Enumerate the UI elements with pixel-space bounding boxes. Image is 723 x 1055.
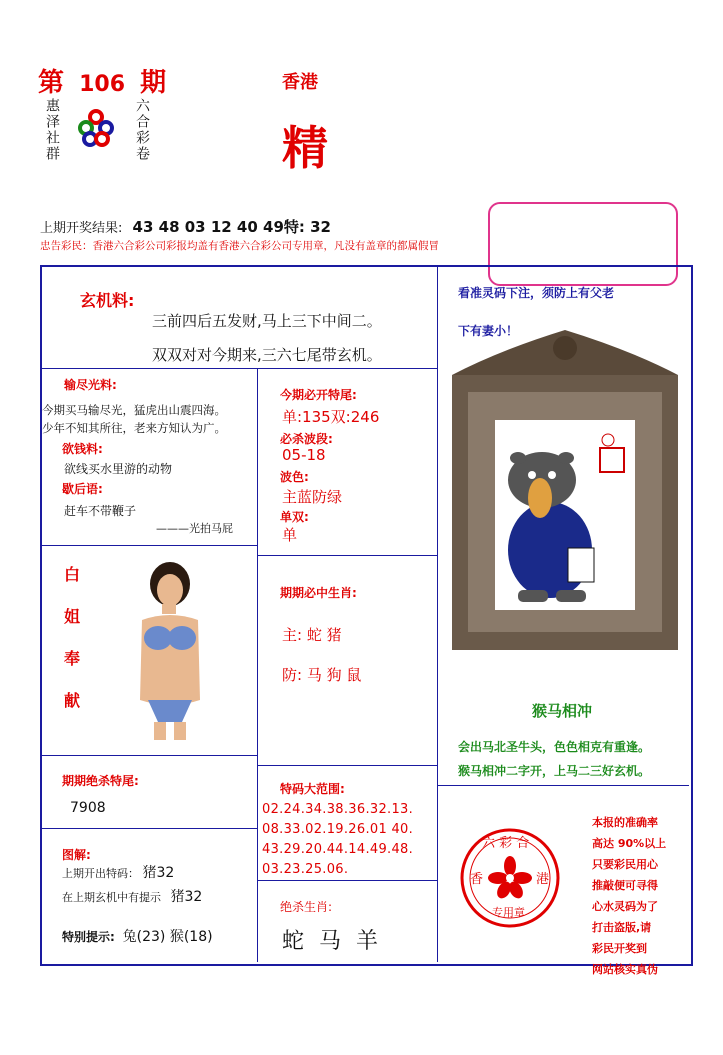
region-label: 香港	[282, 72, 318, 93]
xiehou-answer: ———光拍马屁	[156, 522, 233, 535]
xuanji-line1: 三前四后五发财,马上三下中间二。	[152, 312, 382, 330]
model-photo	[118, 560, 214, 740]
tewei-title: 今期必开特尾:	[280, 388, 357, 402]
tema-row1: 02.24.34.38.36.32.13.	[262, 802, 414, 817]
right-top-line2: 下有妻小！	[458, 324, 519, 338]
chong-line1: 会出马北圣牛头，色色相克有重逢。	[458, 740, 651, 754]
results-label: 上期开奖结果:	[40, 221, 123, 236]
accuracy-l8: 网站核实真伪	[592, 963, 658, 976]
lottery-logo-icon	[78, 108, 114, 148]
divider-mid-2	[257, 555, 437, 556]
tema-row2: 08.33.02.19.26.01 40.	[262, 822, 414, 837]
accuracy-l5: 心水灵码为了	[592, 900, 658, 913]
xiehou-text: 赶车不带鞭子	[64, 504, 137, 518]
special-value: 兔(23) 猴(18)	[122, 929, 213, 945]
divider-left-3	[42, 755, 257, 756]
killzodiac-title: 绝杀生肖:	[280, 900, 333, 914]
group-name: 惠泽社群	[44, 98, 60, 162]
brand-name: 六合彩卷	[134, 98, 150, 162]
baijie-c1: 白	[64, 565, 81, 584]
right-top-line1: 看准灵码下注，须防上有父老	[458, 286, 615, 300]
baijie-c4: 献	[64, 691, 81, 710]
issue-number: 106	[79, 72, 126, 97]
divider-mid-3	[257, 765, 437, 766]
special-tip	[62, 926, 213, 946]
yuxian-title: 欲钱料:	[62, 442, 103, 456]
dan-title: 单双:	[280, 510, 309, 524]
accuracy-l7: 彩民开奖到	[592, 942, 647, 955]
shujin-line2: 少年不知其所往，老来方知认为广。	[42, 421, 226, 435]
xuanji-title: 玄机料:	[80, 291, 135, 310]
tujie-line1-label: 上期开出特码：	[62, 867, 139, 880]
accuracy-text	[592, 812, 666, 980]
accuracy-l2: 高达 90%以上	[592, 837, 667, 850]
accuracy-l3: 只要彩民用心	[592, 858, 658, 871]
title-char: 精	[282, 121, 328, 175]
bo-value: 05-18	[282, 446, 326, 464]
results-line	[40, 216, 331, 237]
tema-title: 特码大范围:	[280, 782, 345, 796]
baijie-c3: 奉	[64, 649, 81, 668]
cartoon-frame-image	[440, 320, 690, 660]
special-label: 特别提示:	[62, 930, 115, 944]
chong-line2: 猴马相冲二字开，上马二三好玄机。	[458, 764, 651, 778]
tema-row4: 03.23.25.06.	[262, 862, 349, 877]
tujie-title: 图解:	[62, 848, 91, 862]
stamp-left: 香	[470, 872, 484, 887]
divider-mid-4	[257, 880, 437, 881]
bo-title: 必杀波段:	[280, 432, 333, 446]
tujie-line1-value: 猪32	[142, 865, 175, 881]
chong-title: 猴马相冲	[532, 702, 593, 720]
tujie-line2-value: 猪32	[170, 889, 203, 905]
results-numbers: 43 48 03 12 40 49特: 32	[132, 218, 331, 236]
shengxiao-title: 期期必中生肖:	[280, 586, 357, 600]
accuracy-l4: 推敲便可寻得	[592, 879, 658, 892]
accuracy-l1: 本报的准确率	[592, 816, 658, 829]
stamp-top: 六 彩 合	[482, 836, 530, 851]
tujie-line1	[62, 862, 174, 882]
issue-prefix: 第	[38, 68, 65, 98]
stamp-right: 港	[536, 872, 550, 887]
xiehou-title: 歇后语:	[62, 482, 103, 496]
shujin-line1: 今期买马输尽光，猛虎出山震四海。	[42, 403, 226, 417]
divider-left-2	[42, 545, 257, 546]
divider-right-2	[437, 785, 689, 786]
shujin-title: 输尽光料:	[64, 378, 117, 392]
divider-left-4	[42, 828, 257, 829]
juesha-title: 期期绝杀特尾:	[62, 774, 139, 788]
color-title: 波色:	[280, 470, 309, 484]
stamp-bottom: 专用章	[492, 906, 525, 919]
dan-value: 单	[282, 526, 298, 544]
yuxian-text: 欲线买水里游的动物	[64, 462, 173, 476]
divider-mid	[257, 368, 258, 962]
baijie-c2: 姐	[64, 607, 81, 626]
tujie-line2	[62, 886, 202, 906]
shengxiao-main: 主: 蛇 猪	[282, 626, 342, 644]
killzodiac-value: 蛇 马 羊	[282, 929, 382, 954]
issue-title	[38, 62, 166, 99]
issue-suffix: 期	[140, 68, 167, 98]
tema-row3: 43.29.20.44.14.49.48.	[262, 842, 414, 857]
shengxiao-fang: 防: 马 狗 鼠	[282, 666, 362, 684]
notice: 忠告彩民：香港六合彩公司彩报均盖有香港六合彩公司专用章，凡没有盖章的都属假冒	[40, 240, 439, 252]
color-value: 主蓝防绿	[282, 488, 343, 506]
tewei-value: 单:135双:246	[282, 408, 380, 426]
xuanji-line2: 双双对对今期来,三六七尾带玄机。	[152, 346, 382, 364]
divider-xuanji	[42, 368, 437, 369]
tujie-line2-label: 在上期玄机中有提示	[62, 891, 161, 904]
divider-right	[437, 267, 438, 962]
accuracy-l6: 打击盗版,请	[592, 921, 652, 934]
juesha-value: 7908	[70, 800, 106, 816]
